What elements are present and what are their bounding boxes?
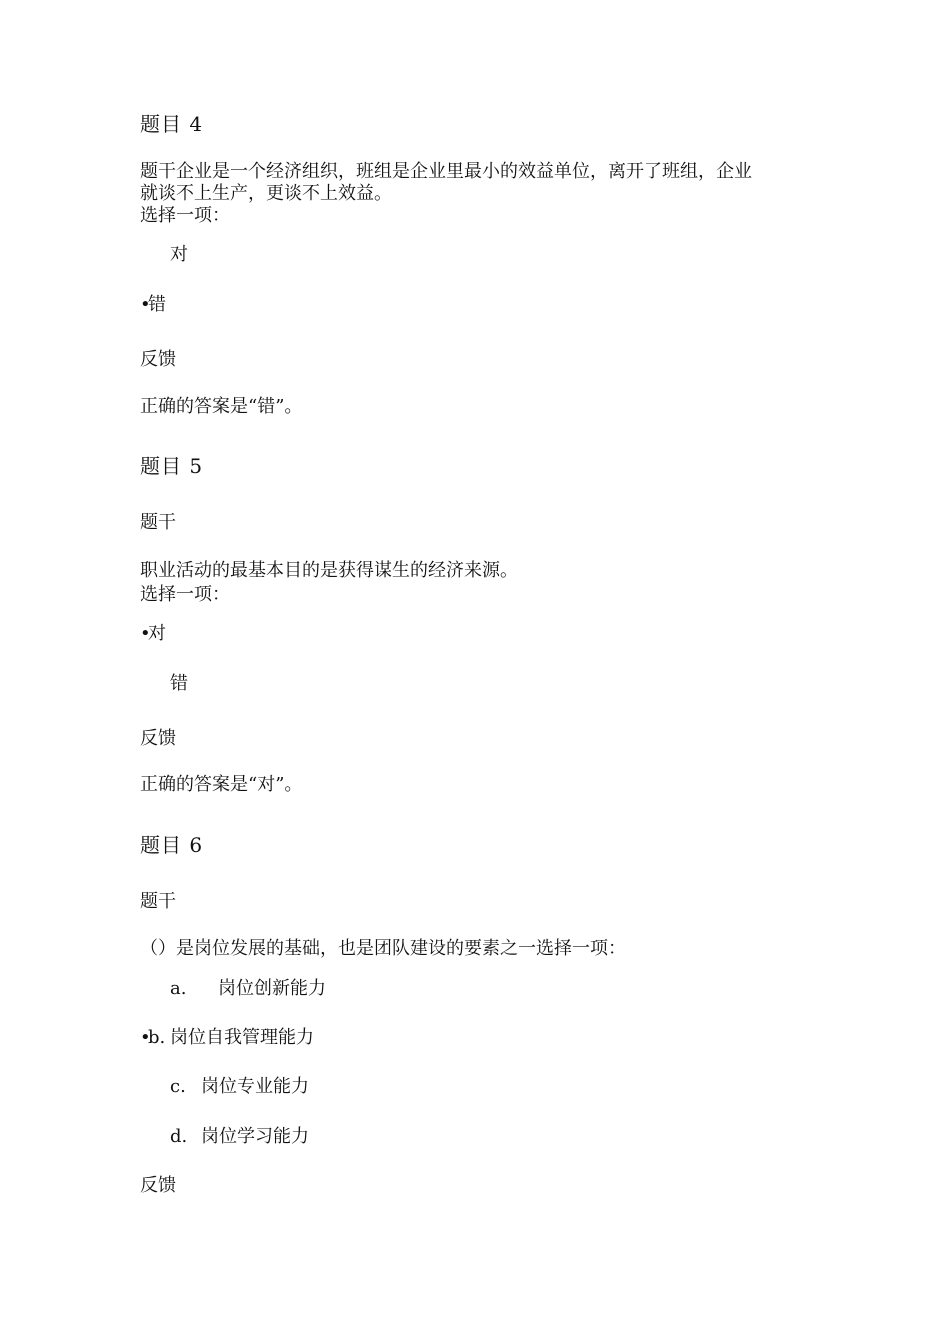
question-5-stem: 职业活动的最基本目的是获得谋生的经济来源。	[140, 560, 518, 581]
question-4-feedback-label: 反馈	[140, 349, 176, 370]
question-6-option-b[interactable]	[140, 1027, 314, 1049]
question-6-option-a[interactable]	[170, 978, 326, 1000]
question-4-option-false[interactable]	[140, 294, 166, 316]
option-label: 对	[170, 244, 188, 265]
question-6-heading: 题目 6	[140, 833, 204, 857]
option-letter: b.	[148, 1027, 166, 1048]
option-letter: d.	[170, 1126, 188, 1147]
option-label: 错	[148, 294, 166, 315]
question-5-feedback-label: 反馈	[140, 728, 176, 749]
option-letter: c.	[170, 1076, 186, 1097]
option-label: 岗位自我管理能力	[170, 1027, 314, 1048]
question-5-option-false[interactable]	[170, 673, 188, 695]
question-4-option-true[interactable]	[170, 244, 188, 266]
question-5-option-true[interactable]	[140, 623, 166, 645]
question-6-stem: （）是岗位发展的基础，也是团队建设的要素之一选择一项：	[140, 938, 626, 959]
selected-bullet-icon: •	[140, 623, 151, 644]
question-4-answer: 正确的答案是“错”。	[140, 396, 303, 417]
option-label: 对	[148, 623, 166, 644]
question-5-answer: 正确的答案是“对”。	[140, 774, 303, 795]
question-5-heading: 题目 5	[140, 454, 204, 478]
question-4-stem-line2: 就谈不上生产，更谈不上效益。	[140, 183, 392, 204]
selected-bullet-icon: •	[140, 294, 151, 315]
option-label: 岗位创新能力	[218, 978, 326, 999]
question-6-option-c[interactable]	[170, 1076, 309, 1098]
question-6-feedback-label: 反馈	[140, 1175, 176, 1196]
question-4-prompt: 选择一项：	[140, 205, 230, 226]
option-label: 错	[170, 673, 188, 694]
option-label: 岗位专业能力	[201, 1076, 309, 1097]
question-5-prompt: 选择一项：	[140, 584, 230, 605]
question-6-stem-label: 题干	[140, 891, 176, 912]
question-4-stem-line1: 题干企业是一个经济组织，班组是企业里最小的效益单位，离开了班组，企业	[140, 161, 752, 182]
option-label: 岗位学习能力	[201, 1126, 309, 1147]
question-6-option-d[interactable]	[170, 1126, 309, 1148]
option-letter: a.	[170, 978, 187, 999]
question-4-heading: 题目 4	[140, 112, 204, 136]
question-5-stem-label: 题干	[140, 512, 176, 533]
selected-bullet-icon: •	[140, 1027, 151, 1048]
